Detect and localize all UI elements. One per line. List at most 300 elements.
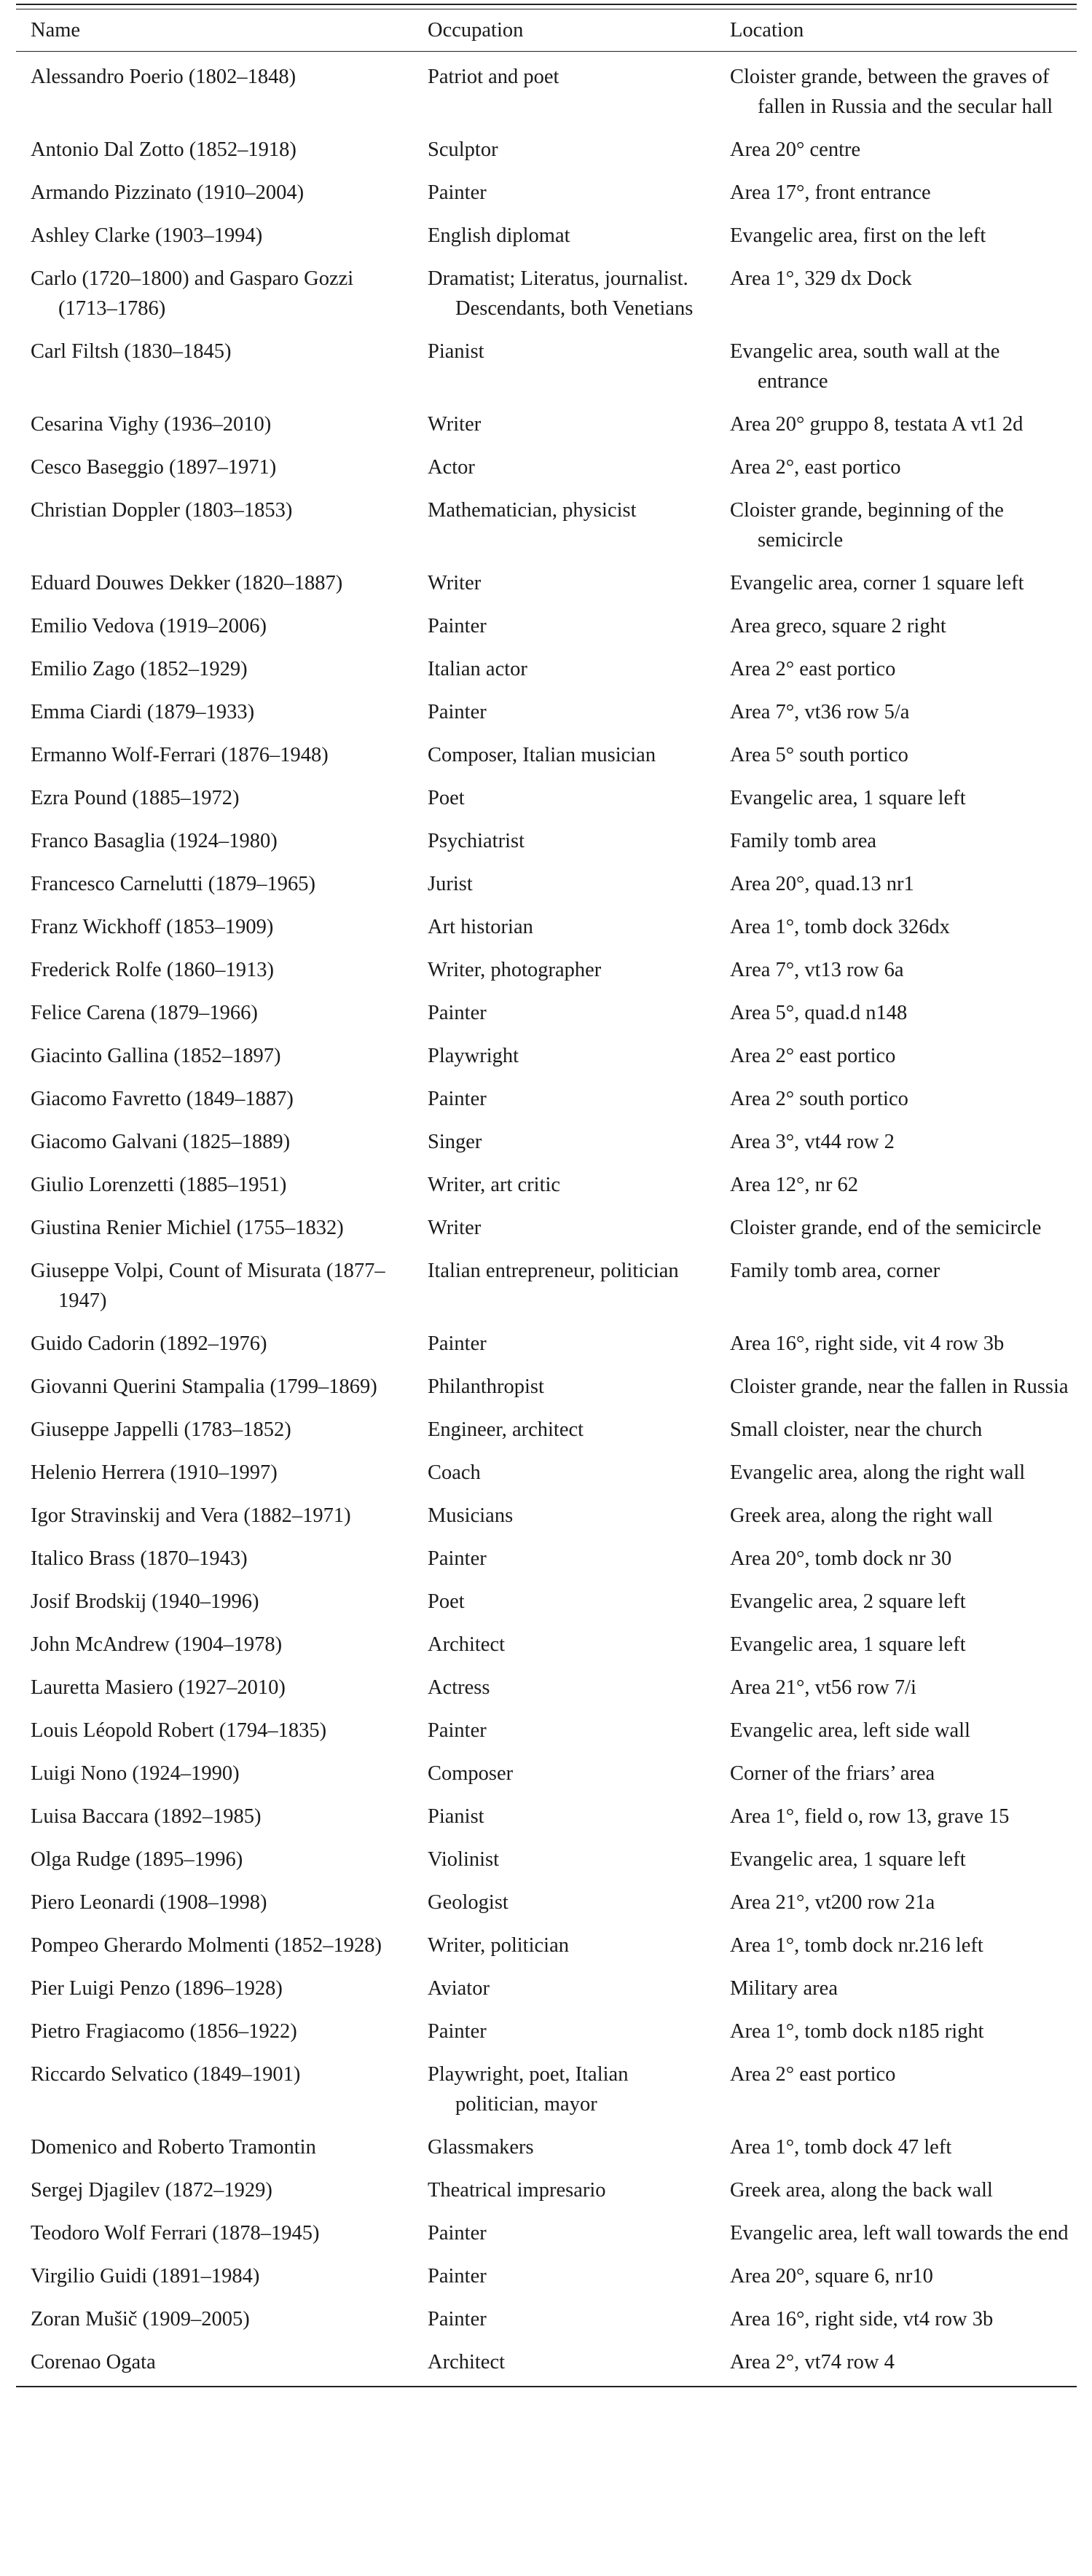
location-cell (715, 1711, 1077, 1754)
name-cell-text: Virgilio Guidi (1891–1984) (31, 2265, 260, 2288)
location-cell (715, 2257, 1077, 2300)
name-cell (16, 1539, 413, 1582)
occupation-cell (413, 1711, 715, 1754)
table-row (16, 865, 1077, 908)
occupation-cell (413, 1969, 715, 2012)
location-cell-text: Small cloister, near the church (730, 1418, 983, 1441)
location-cell (715, 1969, 1077, 2012)
location-cell (715, 2128, 1077, 2171)
table-row (16, 2055, 1077, 2128)
table-row (16, 405, 1077, 448)
occupation-cell (413, 1410, 715, 1453)
occupation-cell-text: Musicians (428, 1504, 514, 1527)
table-row (16, 491, 1077, 564)
table-row (16, 1539, 1077, 1582)
location-cell-text: Area greco, square 2 right (730, 615, 946, 637)
table-row (16, 1080, 1077, 1123)
table-row (16, 908, 1077, 951)
location-cell-text: Area 16°, right side, vt4 row 3b (730, 2308, 994, 2330)
name-cell (16, 1453, 413, 1496)
name-cell-text: Josif Brodskij (1940–1996) (31, 1590, 259, 1613)
location-cell (715, 2214, 1077, 2257)
occupation-cell (413, 736, 715, 779)
occupation-cell (413, 865, 715, 908)
table-row (16, 1668, 1077, 1711)
name-cell-text: John McAndrew (1904–1978) (31, 1633, 283, 1656)
occupation-cell-text: Art historian (428, 916, 533, 938)
name-cell-text: Francesco Carnelutti (1879–1965) (31, 873, 315, 895)
table-row (16, 1926, 1077, 1969)
name-cell (16, 2128, 413, 2171)
name-cell (16, 1324, 413, 1367)
burials-table-container (16, 4, 1077, 2387)
occupation-cell (413, 259, 715, 332)
location-cell-text: Evangelic area, corner 1 square left (730, 572, 1024, 594)
name-cell (16, 1668, 413, 1711)
name-cell (16, 1209, 413, 1252)
name-cell (16, 2012, 413, 2055)
name-cell (16, 994, 413, 1037)
table-row (16, 994, 1077, 1037)
occupation-cell (413, 1324, 715, 1367)
location-cell-text: Area 2°, east portico (730, 456, 901, 479)
name-cell (16, 173, 413, 216)
occupation-cell (413, 2214, 715, 2257)
location-cell (715, 491, 1077, 564)
occupation-cell (413, 52, 715, 131)
name-cell (16, 2300, 413, 2343)
location-cell (715, 1209, 1077, 1252)
occupation-cell (413, 2128, 715, 2171)
location-cell (715, 173, 1077, 216)
location-cell (715, 2055, 1077, 2128)
table-row (16, 2171, 1077, 2214)
location-cell-text: Family tomb area (730, 830, 877, 852)
location-cell (715, 693, 1077, 736)
name-cell (16, 736, 413, 779)
occupation-cell (413, 951, 715, 994)
occupation-cell-text: Glassmakers (428, 2136, 534, 2159)
name-cell (16, 1883, 413, 1926)
occupation-cell-text: Engineer, architect (428, 1418, 584, 1441)
name-cell-text: Giustina Renier Michiel (1755–1832) (31, 1217, 344, 1239)
table-row (16, 1324, 1077, 1367)
name-cell-text: Giuseppe Volpi, Count of Misurata (1877–1947) (31, 1260, 385, 1312)
table-row (16, 2257, 1077, 2300)
occupation-cell (413, 1582, 715, 1625)
occupation-cell (413, 405, 715, 448)
location-cell-text: Evangelic area, 1 square left (730, 1633, 966, 1656)
name-cell-text: Sergej Djagilev (1872–1929) (31, 2179, 272, 2202)
location-cell (715, 1883, 1077, 1926)
header-name: Name (31, 19, 81, 42)
location-cell-text: Area 16°, right side, vit 4 row 3b (730, 1332, 1005, 1355)
location-cell (715, 1625, 1077, 1668)
occupation-cell (413, 822, 715, 865)
name-cell (16, 1496, 413, 1539)
name-cell (16, 1840, 413, 1883)
occupation-cell (413, 1754, 715, 1797)
location-cell-text: Evangelic area, 1 square left (730, 787, 966, 809)
name-cell-text: Ezra Pound (1885–1972) (31, 787, 240, 809)
occupation-cell (413, 1037, 715, 1080)
table-row (16, 1367, 1077, 1410)
occupation-cell-text: Actor (428, 456, 475, 479)
table-row (16, 2343, 1077, 2386)
occupation-cell (413, 2171, 715, 2214)
occupation-cell (413, 779, 715, 822)
location-cell-text: Area 7°, vt13 row 6a (730, 959, 904, 981)
location-cell (715, 1840, 1077, 1883)
occupation-cell-text: Writer (428, 1217, 482, 1239)
occupation-cell (413, 693, 715, 736)
location-cell (715, 736, 1077, 779)
table-row (16, 2012, 1077, 2055)
location-cell (715, 1754, 1077, 1797)
name-cell-text: Pompeo Gherardo Molmenti (1852–1928) (31, 1934, 382, 1957)
occupation-cell (413, 2343, 715, 2386)
occupation-cell-text: Painter (428, 181, 487, 204)
name-cell (16, 1711, 413, 1754)
location-cell-text: Area 21°, vt200 row 21a (730, 1891, 935, 1914)
name-cell-text: Cesco Baseggio (1897–1971) (31, 456, 277, 479)
location-cell-text: Area 20°, tomb dock nr 30 (730, 1547, 952, 1570)
occupation-cell-text: Architect (428, 2351, 506, 2373)
occupation-cell (413, 1496, 715, 1539)
location-cell-text: Area 2°, vt74 row 4 (730, 2351, 895, 2373)
location-cell (715, 822, 1077, 865)
table-row (16, 1252, 1077, 1324)
name-cell (16, 607, 413, 650)
name-cell-text: Giacinto Gallina (1852–1897) (31, 1045, 281, 1067)
name-cell (16, 1037, 413, 1080)
location-cell-text: Evangelic area, left side wall (730, 1719, 970, 1742)
occupation-cell-text: Theatrical impresario (428, 2179, 606, 2202)
bottom-rule (16, 2386, 1077, 2387)
occupation-cell-text: Poet (428, 787, 465, 809)
header-occupation: Occupation (428, 19, 524, 42)
occupation-cell-text: Singer (428, 1131, 482, 1153)
name-cell (16, 1252, 413, 1324)
occupation-cell-text: Painter (428, 1088, 487, 1110)
location-cell-text: Area 17°, front entrance (730, 181, 931, 204)
location-cell (715, 994, 1077, 1037)
location-cell (715, 1496, 1077, 1539)
table-row (16, 1209, 1077, 1252)
table-row (16, 564, 1077, 607)
occupation-cell-text: Pianist (428, 340, 484, 363)
name-cell (16, 1166, 413, 1209)
table-row (16, 2214, 1077, 2257)
location-cell-text: Cloister grande, near the fallen in Russia (730, 1375, 1069, 1398)
name-cell (16, 951, 413, 994)
top-double-rule (16, 4, 1077, 9)
location-cell-text: Area 1°, 329 dx Dock (730, 267, 912, 290)
name-cell-text: Giulio Lorenzetti (1885–1951) (31, 1174, 287, 1196)
location-cell-text: Evangelic area, 2 square left (730, 1590, 966, 1613)
occupation-cell (413, 650, 715, 693)
location-cell (715, 951, 1077, 994)
name-cell-text: Zoran Mušič (1909–2005) (31, 2308, 250, 2330)
table-row (16, 2128, 1077, 2171)
name-cell-text: Teodoro Wolf Ferrari (1878–1945) (31, 2222, 320, 2245)
name-cell (16, 564, 413, 607)
occupation-cell (413, 1539, 715, 1582)
table-row (16, 650, 1077, 693)
location-cell (715, 1797, 1077, 1840)
name-cell (16, 130, 413, 173)
location-cell-text: Cloister grande, between the graves of fallen in Russia and the secular hall (730, 66, 1053, 118)
occupation-cell-text: Mathematician, physicist (428, 499, 637, 522)
occupation-cell (413, 1668, 715, 1711)
name-cell-text: Felice Carena (1879–1966) (31, 1002, 258, 1024)
location-cell (715, 130, 1077, 173)
table-row (16, 1037, 1077, 1080)
location-cell (715, 908, 1077, 951)
occupation-cell-text: Architect (428, 1633, 506, 1656)
occupation-cell (413, 1209, 715, 1252)
occupation-cell-text: Writer, politician (428, 1934, 569, 1957)
name-cell (16, 2257, 413, 2300)
occupation-cell (413, 448, 715, 491)
name-cell-text: Emilio Zago (1852–1929) (31, 658, 248, 680)
name-cell (16, 448, 413, 491)
location-cell (715, 1453, 1077, 1496)
name-cell (16, 1926, 413, 1969)
location-cell-text: Area 2° east portico (730, 658, 896, 680)
name-cell-text: Luisa Baccara (1892–1985) (31, 1805, 262, 1828)
location-cell-text: Area 2° south portico (730, 1088, 908, 1110)
occupation-cell (413, 491, 715, 564)
occupation-cell (413, 2257, 715, 2300)
location-cell (715, 1410, 1077, 1453)
occupation-cell-text: Painter (428, 1002, 487, 1024)
name-cell-text: Giuseppe Jappelli (1783–1852) (31, 1418, 291, 1441)
occupation-cell-text: Writer (428, 413, 482, 436)
location-cell (715, 1668, 1077, 1711)
name-cell-text: Emilio Vedova (1919–2006) (31, 615, 267, 637)
table-row (16, 951, 1077, 994)
name-cell (16, 259, 413, 332)
location-cell (715, 1123, 1077, 1166)
occupation-cell-text: Painter (428, 701, 487, 723)
name-cell-text: Carlo (1720–1800) and Gasparo Gozzi (1713–1786) (31, 267, 354, 320)
table-row (16, 1410, 1077, 1453)
location-cell-text: Area 20° centre (730, 138, 861, 161)
location-cell-text: Area 20°, quad.13 nr1 (730, 873, 914, 895)
table-row (16, 607, 1077, 650)
table-row (16, 259, 1077, 332)
occupation-cell-text: Painter (428, 1332, 487, 1355)
occupation-cell (413, 173, 715, 216)
location-cell-text: Area 12°, nr 62 (730, 1174, 859, 1196)
name-cell-text: Franco Basaglia (1924–1980) (31, 830, 278, 852)
occupation-cell-text: Aviator (428, 1977, 490, 2000)
name-cell (16, 822, 413, 865)
name-cell (16, 1754, 413, 1797)
occupation-cell (413, 1123, 715, 1166)
name-cell (16, 52, 413, 131)
name-cell (16, 2171, 413, 2214)
occupation-cell (413, 216, 715, 259)
table-row (16, 448, 1077, 491)
table-row (16, 1453, 1077, 1496)
table-row (16, 822, 1077, 865)
table-row (16, 1582, 1077, 1625)
occupation-cell-text: Writer, art critic (428, 1174, 561, 1196)
location-cell (715, 1539, 1077, 1582)
location-cell (715, 2012, 1077, 2055)
name-cell (16, 2055, 413, 2128)
name-cell-text: Giacomo Galvani (1825–1889) (31, 1131, 291, 1153)
table-row (16, 1754, 1077, 1797)
occupation-cell (413, 1453, 715, 1496)
table-row (16, 1166, 1077, 1209)
occupation-cell-text: Psychiatrist (428, 830, 525, 852)
name-cell-text: Antonio Dal Zotto (1852–1918) (31, 138, 296, 161)
location-cell-text: Area 7°, vt36 row 5/a (730, 701, 910, 723)
location-cell (715, 779, 1077, 822)
name-cell (16, 491, 413, 564)
name-cell (16, 650, 413, 693)
location-cell-text: Area 2° east portico (730, 1045, 896, 1067)
name-cell (16, 1367, 413, 1410)
name-cell-text: Helenio Herrera (1910–1997) (31, 1461, 278, 1484)
occupation-cell (413, 1252, 715, 1324)
occupation-cell-text: Poet (428, 1590, 465, 1613)
table-row (16, 1969, 1077, 2012)
table-row (16, 779, 1077, 822)
occupation-cell (413, 564, 715, 607)
name-cell (16, 1410, 413, 1453)
location-cell-text: Evangelic area, first on the left (730, 224, 986, 247)
name-cell (16, 779, 413, 822)
table-row (16, 2300, 1077, 2343)
location-cell-text: Area 5° south portico (730, 744, 908, 766)
name-cell (16, 1582, 413, 1625)
name-cell-text: Olga Rudge (1895–1996) (31, 1848, 243, 1871)
location-cell-text: Area 1°, tomb dock 326dx (730, 916, 950, 938)
location-cell (715, 1926, 1077, 1969)
location-cell (715, 2300, 1077, 2343)
occupation-cell-text: Italian actor (428, 658, 527, 680)
name-cell-text: Alessandro Poerio (1802–1848) (31, 66, 296, 88)
name-cell-text: Giacomo Favretto (1849–1887) (31, 1088, 294, 1110)
table-row (16, 1797, 1077, 1840)
name-cell-text: Armando Pizzinato (1910–2004) (31, 181, 305, 204)
location-cell-text: Area 20°, square 6, nr10 (730, 2265, 933, 2288)
occupation-cell-text: Sculptor (428, 138, 498, 161)
occupation-cell-text: Coach (428, 1461, 481, 1484)
occupation-cell (413, 2055, 715, 2128)
location-cell (715, 650, 1077, 693)
location-cell (715, 1080, 1077, 1123)
location-cell (715, 2171, 1077, 2214)
table-row (16, 1711, 1077, 1754)
occupation-cell (413, 130, 715, 173)
location-cell (715, 865, 1077, 908)
name-cell-text: Louis Léopold Robert (1794–1835) (31, 1719, 327, 1742)
occupation-cell-text: Actress (428, 1676, 490, 1699)
occupation-cell (413, 1926, 715, 1969)
table-header (16, 9, 1077, 52)
occupation-cell-text: Composer (428, 1762, 514, 1785)
location-cell (715, 607, 1077, 650)
table-row (16, 332, 1077, 405)
header-row (16, 9, 1077, 52)
table-row (16, 173, 1077, 216)
location-cell-text: Corner of the friars’ area (730, 1762, 935, 1785)
name-cell-text: Igor Stravinskij and Vera (1882–1971) (31, 1504, 351, 1527)
name-cell (16, 2214, 413, 2257)
location-cell-text: Area 1°, tomb dock 47 left (730, 2136, 952, 2159)
table-row (16, 736, 1077, 779)
name-cell (16, 908, 413, 951)
table-row (16, 216, 1077, 259)
location-cell (715, 405, 1077, 448)
occupation-cell-text: Patriot and poet (428, 66, 559, 88)
location-cell-text: Military area (730, 1977, 838, 2000)
table-row (16, 1496, 1077, 1539)
occupation-cell-text: Writer (428, 572, 482, 594)
name-cell-text: Carl Filtsh (1830–1845) (31, 340, 232, 363)
name-cell (16, 693, 413, 736)
name-cell-text: Corenao Ogata (31, 2351, 156, 2373)
location-cell (715, 332, 1077, 405)
location-cell (715, 2343, 1077, 2386)
location-cell (715, 216, 1077, 259)
occupation-cell (413, 2012, 715, 2055)
location-cell (715, 1252, 1077, 1324)
occupation-cell-text: Painter (428, 2222, 487, 2245)
name-cell-text: Piero Leonardi (1908–1998) (31, 1891, 267, 1914)
table-row (16, 130, 1077, 173)
name-cell (16, 216, 413, 259)
occupation-cell (413, 1166, 715, 1209)
table-row (16, 693, 1077, 736)
location-cell (715, 1582, 1077, 1625)
occupation-cell (413, 1625, 715, 1668)
occupation-cell (413, 607, 715, 650)
name-cell-text: Pier Luigi Penzo (1896–1928) (31, 1977, 283, 2000)
location-cell (715, 259, 1077, 332)
location-cell-text: Greek area, along the right wall (730, 1504, 993, 1527)
occupation-cell-text: Philanthropist (428, 1375, 544, 1398)
header-location: Location (730, 19, 804, 42)
location-cell-text: Family tomb area, corner (730, 1260, 940, 1282)
occupation-cell-text: Violinist (428, 1848, 500, 1871)
location-cell-text: Area 20° gruppo 8, testata A vt1 2d (730, 413, 1024, 436)
name-cell (16, 332, 413, 405)
location-cell-text: Cloister grande, beginning of the semicircle (730, 499, 1004, 551)
location-cell (715, 52, 1077, 131)
name-cell (16, 2343, 413, 2386)
location-cell (715, 448, 1077, 491)
table-row (16, 1840, 1077, 1883)
location-cell-text: Area 1°, tomb dock nr.216 left (730, 1934, 983, 1957)
name-cell-text: Lauretta Masiero (1927–2010) (31, 1676, 286, 1699)
occupation-cell-text: Writer, photographer (428, 959, 602, 981)
occupation-cell-text: Jurist (428, 873, 473, 895)
location-cell (715, 1367, 1077, 1410)
name-cell-text: Cesarina Vighy (1936–2010) (31, 413, 272, 436)
table-row (16, 1883, 1077, 1926)
occupation-cell (413, 1883, 715, 1926)
occupation-cell (413, 2300, 715, 2343)
occupation-cell-text: Dramatist; Literatus, journalist. Descendants, both Venetians (428, 267, 694, 320)
name-cell-text: Riccardo Selvatico (1849–1901) (31, 2063, 301, 2086)
table-row (16, 1123, 1077, 1166)
